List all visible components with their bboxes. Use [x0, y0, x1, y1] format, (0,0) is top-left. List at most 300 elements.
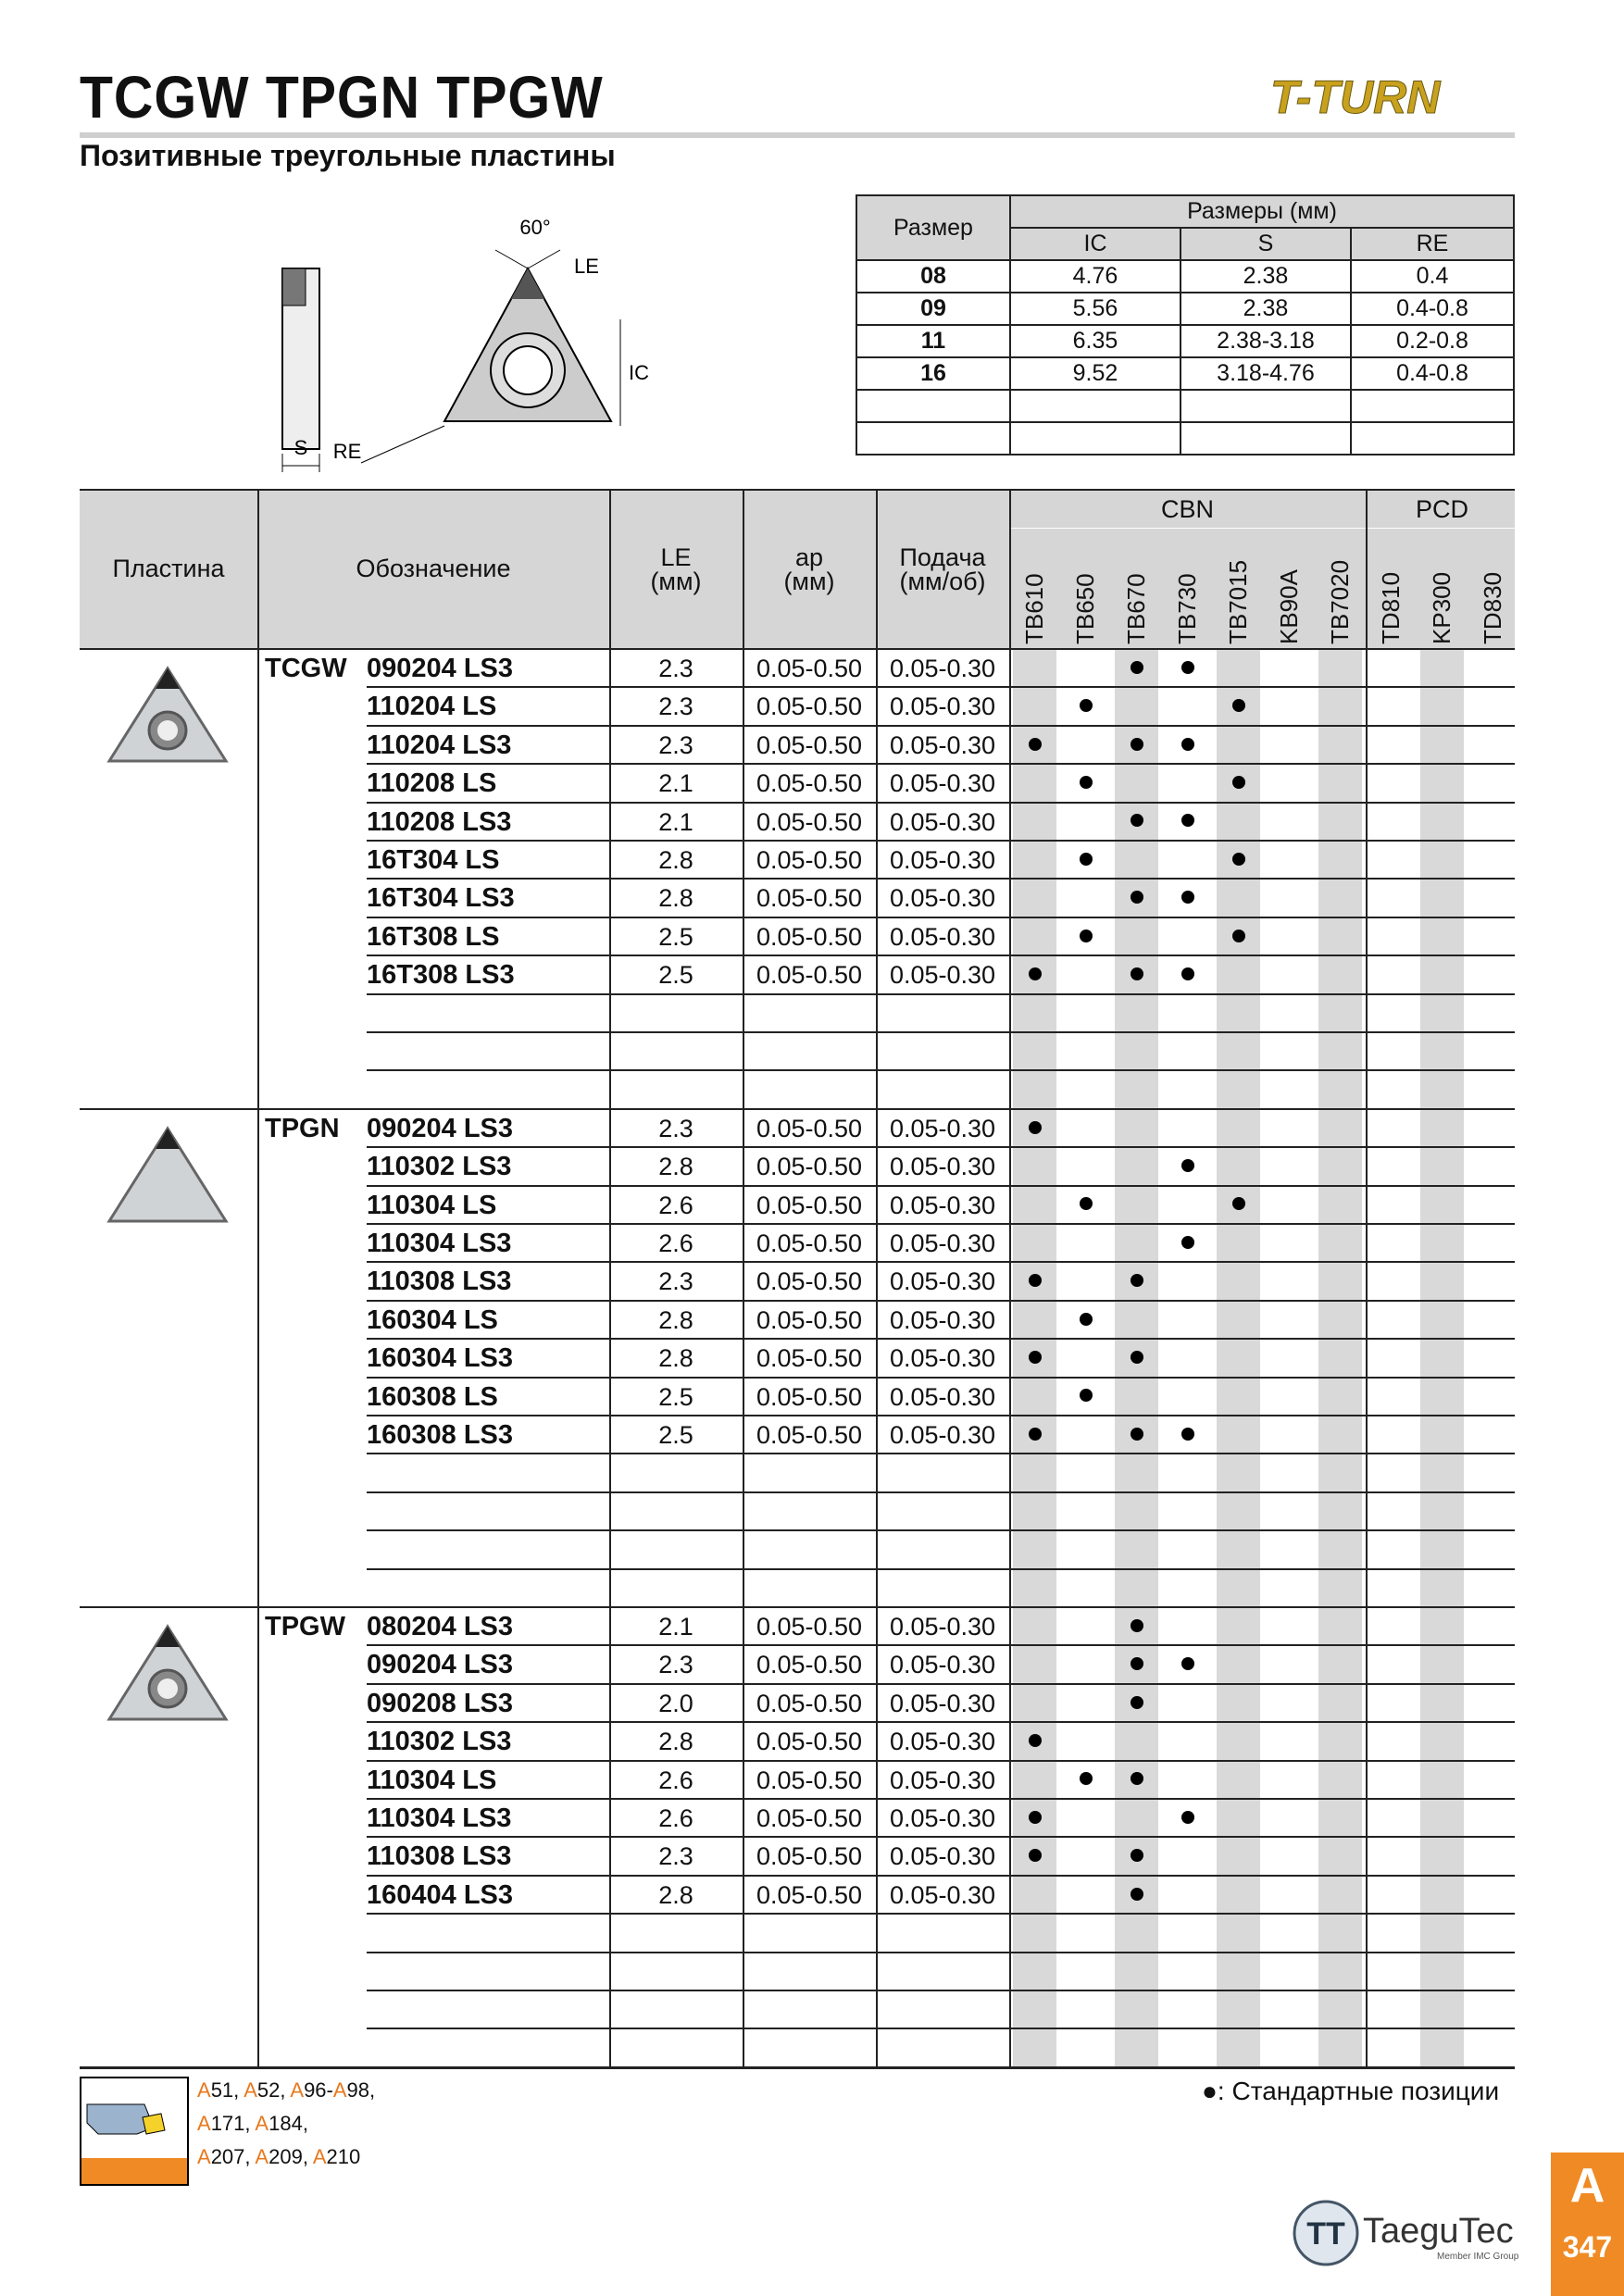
insert-code: 090204 LS3: [367, 654, 514, 683]
title-rule: [80, 132, 1515, 138]
grade-header-kp300: KP300: [1428, 571, 1455, 644]
standard-dot: [1181, 661, 1194, 674]
ap-value: 0.05-0.50: [756, 1267, 863, 1296]
feed-value: 0.05-0.30: [889, 1267, 996, 1296]
insert-code: 080204 LS3: [367, 1612, 514, 1641]
standard-dot: [1131, 814, 1143, 827]
ref-number[interactable]: 210: [326, 2145, 361, 2168]
column-line: [876, 489, 878, 2066]
ref-prefix: A: [197, 2112, 211, 2135]
ap-value: 0.05-0.50: [756, 1153, 863, 1181]
ap-value: 0.05-0.50: [756, 730, 863, 759]
standard-dot: [1080, 853, 1093, 866]
feed-value: 0.05-0.30: [889, 1613, 996, 1641]
le-value: 2.6: [658, 1804, 693, 1832]
group-divider-line: [1366, 489, 1368, 2066]
section-line: [80, 1108, 1515, 1110]
row-line: [367, 1798, 1515, 1800]
standard-dot: [1131, 1696, 1143, 1709]
standard-dot: [1029, 1849, 1042, 1862]
insert-image-tpgn: [98, 1121, 237, 1232]
ap-value: 0.05-0.50: [756, 884, 863, 913]
page-title: TCGW TPGN TPGW: [80, 64, 604, 131]
ap-value: 0.05-0.50: [756, 922, 863, 951]
header-le-unit: (мм): [650, 568, 702, 595]
standard-dot: [1029, 967, 1042, 980]
le-value: 2.5: [658, 1421, 693, 1449]
section-line: [80, 1606, 1515, 1608]
insert-image-tpgw: [98, 1619, 237, 1730]
ap-value: 0.05-0.50: [756, 1382, 863, 1411]
feed-value: 0.05-0.30: [889, 961, 996, 990]
insert-code: 090208 LS3: [367, 1688, 514, 1718]
standard-dot: [1131, 738, 1143, 751]
group-name-tcgw: TCGW: [265, 654, 347, 683]
size-cell-s: 3.18-4.76: [1181, 357, 1351, 390]
size-col-header: Размер: [856, 195, 1010, 260]
row-line: [367, 1338, 1515, 1340]
row-line: [367, 763, 1515, 765]
insert-code: 160304 LS3: [367, 1343, 514, 1374]
insert-code: 110304 LS3: [367, 1229, 512, 1258]
standard-dot: [1181, 1159, 1194, 1172]
size-row: [856, 260, 1514, 293]
standard-dot: [1181, 967, 1194, 980]
size-cell-re: [1351, 390, 1514, 422]
row-line: [367, 955, 1515, 956]
ap-value: 0.05-0.50: [756, 1191, 863, 1219]
brand-text: T-TURN: [1270, 71, 1441, 123]
feed-value: 0.05-0.30: [889, 693, 996, 721]
ref-number[interactable]: 209: [269, 2145, 303, 2168]
header-le: LE: [660, 543, 692, 571]
standard-dot: [1029, 1428, 1042, 1441]
feed-value: 0.05-0.30: [889, 1804, 996, 1832]
le-value: 2.8: [658, 1305, 693, 1334]
standard-dot: [1131, 1888, 1143, 1901]
size-cell-re: 0.4-0.8: [1351, 293, 1514, 325]
s-label: S: [294, 436, 308, 459]
standard-dot: [1080, 699, 1093, 712]
header-feed: Подача: [899, 543, 986, 571]
ref-prefix: A: [312, 2145, 327, 2168]
standard-dot: [1080, 776, 1093, 789]
size-cell-size: 09: [856, 293, 1010, 325]
ref-number[interactable]: 96-: [304, 2078, 333, 2102]
ref-prefix: A: [244, 2078, 257, 2102]
size-cell-ic: 6.35: [1010, 325, 1181, 357]
feed-value: 0.05-0.30: [889, 1382, 996, 1411]
t-turn-logo: [1268, 67, 1518, 131]
column-line: [257, 489, 259, 2066]
le-value: 2.5: [658, 922, 693, 951]
standard-dot: [1131, 1428, 1143, 1441]
standard-dot: [1080, 930, 1093, 942]
insert-code: 160308 LS3: [367, 1420, 514, 1450]
row-line: [367, 1913, 1515, 1915]
row-line: [367, 1069, 1515, 1071]
le-value: 2.3: [658, 1114, 693, 1142]
insert-code: 16T308 LS: [367, 921, 500, 952]
le-value: 2.3: [658, 693, 693, 721]
header-feed-unit: (мм/об): [899, 568, 986, 595]
header-cbn: CBN: [1160, 495, 1214, 523]
feed-value: 0.05-0.30: [889, 769, 996, 798]
feed-value: 0.05-0.30: [889, 1651, 996, 1679]
ap-value: 0.05-0.50: [756, 769, 863, 798]
ap-value: 0.05-0.50: [756, 1689, 863, 1717]
row-line: [367, 1185, 1515, 1187]
ap-value: 0.05-0.50: [756, 693, 863, 721]
ap-value: 0.05-0.50: [756, 961, 863, 990]
le-value: 2.3: [658, 730, 693, 759]
standard-dot: [1080, 1772, 1093, 1785]
standard-dot: [1181, 1236, 1194, 1249]
ap-value: 0.05-0.50: [756, 1804, 863, 1832]
ref-number[interactable]: 207: [210, 2145, 245, 2168]
row-line: [367, 1683, 1515, 1685]
grade-column-shade: [1420, 648, 1464, 2066]
column-line: [609, 489, 611, 2066]
feed-value: 0.05-0.30: [889, 1842, 996, 1871]
grade-header-tb610: TB610: [1020, 573, 1048, 644]
ref-number[interactable]: 52: [256, 2078, 281, 2102]
ic-col-header: IC: [1010, 228, 1181, 260]
le-label: LE: [574, 255, 599, 278]
row-line: [367, 1568, 1515, 1570]
row-line: [367, 1031, 1515, 1033]
row-line: [367, 1721, 1515, 1723]
le-value: 2.3: [658, 655, 693, 682]
standard-dot: [1181, 1811, 1194, 1824]
le-value: 2.8: [658, 846, 693, 874]
ap-value: 0.05-0.50: [756, 1114, 863, 1142]
size-cell-size: 11: [856, 325, 1010, 357]
header-top-line: [80, 489, 1515, 491]
feed-value: 0.05-0.30: [889, 884, 996, 913]
ap-value: 0.05-0.50: [756, 1766, 863, 1794]
ap-value: 0.05-0.50: [756, 1613, 863, 1641]
reference-line: A171, A184,: [197, 2112, 308, 2135]
standard-dot: [1232, 853, 1245, 866]
ref-prefix: A: [290, 2078, 305, 2102]
feed-value: 0.05-0.30: [889, 730, 996, 759]
row-line: [367, 1990, 1515, 1991]
le-value: 2.6: [658, 1229, 693, 1257]
size-cell-s: 2.38: [1181, 260, 1351, 293]
row-line: [367, 1529, 1515, 1531]
ap-value: 0.05-0.50: [756, 1229, 863, 1257]
page-subtitle: Позитивные треугольные пластины: [80, 139, 616, 172]
ap-value: 0.05-0.50: [756, 1651, 863, 1679]
dims-group-header: Размеры (мм): [1010, 195, 1514, 228]
standard-dot: [1029, 1274, 1042, 1287]
section-letter: A: [1569, 2159, 1605, 2213]
row-line: [367, 1836, 1515, 1838]
row-line: [367, 802, 1515, 804]
size-cell-ic: [1010, 422, 1181, 455]
insert-code: 16T308 LS3: [367, 960, 515, 991]
standard-dot: [1029, 738, 1042, 751]
insert-code: 160304 LS: [367, 1304, 498, 1335]
standard-dot: [1181, 891, 1194, 904]
ref-number[interactable]: 184: [269, 2112, 303, 2135]
ref-prefix: A: [197, 2078, 211, 2102]
group-name-tpgw: TPGW: [265, 1612, 345, 1641]
feed-value: 0.05-0.30: [889, 1766, 996, 1794]
ap-value: 0.05-0.50: [756, 846, 863, 874]
standard-dot: [1181, 738, 1194, 751]
le-value: 2.8: [658, 1153, 693, 1181]
grade-header-td810: TD810: [1377, 571, 1405, 644]
insert-code: 110302 LS3: [367, 1727, 512, 1757]
size-cell-re: 0.2-0.8: [1351, 325, 1514, 357]
standard-dot: [1131, 1619, 1143, 1632]
insert-code: 16T304 LS3: [367, 883, 515, 914]
row-line: [367, 2028, 1515, 2029]
taegutec-logo: [1289, 2196, 1530, 2270]
feed-value: 0.05-0.30: [889, 1421, 996, 1449]
insert-code: 110208 LS: [367, 768, 497, 799]
row-line: [367, 1644, 1515, 1646]
ap-value: 0.05-0.50: [756, 1842, 863, 1871]
le-value: 2.6: [658, 1766, 693, 1794]
feed-value: 0.05-0.30: [889, 1880, 996, 1909]
grade-header-tb7020: TB7020: [1326, 559, 1354, 644]
insert-code: 110204 LS: [367, 692, 497, 722]
standard-dot: [1131, 1351, 1143, 1364]
le-value: 2.3: [658, 1651, 693, 1679]
grade-column-shade: [1318, 648, 1362, 2066]
ap-value: 0.05-0.50: [756, 1421, 863, 1449]
column-line: [743, 489, 744, 2066]
re-col-header: RE: [1351, 228, 1514, 260]
row-line: [367, 1300, 1515, 1302]
feed-value: 0.05-0.30: [889, 1689, 996, 1717]
le-value: 2.1: [658, 807, 693, 836]
standard-dot: [1080, 1197, 1093, 1210]
size-row: [856, 293, 1514, 325]
standard-dot: [1131, 1772, 1143, 1785]
row-line: [367, 840, 1515, 842]
le-value: 2.5: [658, 1382, 693, 1411]
size-cell-ic: 4.76: [1010, 260, 1181, 293]
insert-code: 110308 LS3: [367, 1267, 512, 1297]
ref-number[interactable]: 98: [346, 2078, 370, 2102]
size-cell-re: 0.4: [1351, 260, 1514, 293]
row-line: [367, 1952, 1515, 1953]
insert-code: 090204 LS3: [367, 1650, 514, 1680]
standard-dot: [1080, 1389, 1093, 1402]
header-pcd: PCD: [1415, 495, 1468, 523]
feed-value: 0.05-0.30: [889, 655, 996, 682]
size-row: [856, 422, 1514, 455]
ap-value: 0.05-0.50: [756, 807, 863, 836]
insert-code: 110304 LS: [367, 1190, 497, 1220]
column-line: [1009, 489, 1011, 2066]
row-line: [367, 1377, 1515, 1379]
standard-dot: [1232, 776, 1245, 789]
standard-dot: [1232, 1197, 1245, 1210]
re-label: RE: [332, 440, 362, 463]
row-line: [367, 686, 1515, 688]
le-value: 2.8: [658, 1880, 693, 1909]
header-insert: Пластина: [112, 555, 225, 582]
ic-label: IC: [629, 361, 649, 384]
size-cell-ic: 9.52: [1010, 357, 1181, 390]
size-cell-s: 2.38-3.18: [1181, 325, 1351, 357]
reference-line: A51, A52, A96-A98,: [197, 2078, 376, 2102]
angle-label: 60°: [519, 216, 551, 239]
grade-header-tb7015: TB7015: [1224, 559, 1252, 644]
legend: ●: Стандартные позиции: [1202, 2077, 1500, 2105]
size-cell-size: 16: [856, 357, 1010, 390]
feed-value: 0.05-0.30: [889, 846, 996, 874]
size-row: [856, 357, 1514, 390]
size-cell-s: [1181, 390, 1351, 422]
standard-dot: [1232, 699, 1245, 712]
row-line: [367, 917, 1515, 918]
header-group-line: [1009, 528, 1515, 529]
standard-dot: [1080, 1313, 1093, 1326]
ref-number[interactable]: 171: [210, 2112, 245, 2135]
svg-text:TT: TT: [1306, 2216, 1345, 2252]
insert-code: 110304 LS3: [367, 1803, 512, 1833]
size-cell-re: 0.4-0.8: [1351, 357, 1514, 390]
table-bottom-line: [80, 2066, 1515, 2069]
standard-dot: [1232, 930, 1245, 942]
standard-dot: [1131, 967, 1143, 980]
standard-dot: [1029, 1734, 1042, 1747]
insert-code: 110204 LS3: [367, 730, 512, 760]
grade-header-td830: TD830: [1479, 571, 1506, 644]
feed-value: 0.05-0.30: [889, 922, 996, 951]
insert-code: 110302 LS3: [367, 1152, 512, 1182]
feed-value: 0.05-0.30: [889, 1728, 996, 1756]
standard-dot: [1131, 661, 1143, 674]
grade-header-tb670: TB670: [1122, 573, 1150, 644]
le-value: 2.3: [658, 1842, 693, 1871]
feed-value: 0.05-0.30: [889, 807, 996, 836]
s-col-header: S: [1181, 228, 1351, 260]
grade-header-kb90a: KB90A: [1275, 569, 1303, 644]
standard-dot: [1029, 1121, 1042, 1134]
le-value: 2.8: [658, 1344, 693, 1373]
size-cell-size: [856, 390, 1010, 422]
standard-dot: [1131, 1274, 1143, 1287]
ref-prefix: A: [332, 2078, 347, 2102]
page-number: 347: [1562, 2230, 1613, 2264]
le-value: 2.0: [658, 1689, 693, 1717]
size-cell-s: [1181, 422, 1351, 455]
standard-dot: [1029, 1811, 1042, 1824]
size-row: [856, 325, 1514, 357]
ap-value: 0.05-0.50: [756, 1305, 863, 1334]
size-table: [856, 194, 1515, 455]
le-value: 2.5: [658, 961, 693, 990]
ap-value: 0.05-0.50: [756, 1728, 863, 1756]
insert-code: 160404 LS3: [367, 1879, 514, 1910]
insert-code: 110304 LS: [367, 1765, 497, 1795]
insert-code: 090204 LS3: [367, 1113, 514, 1143]
standard-dot: [1181, 814, 1194, 827]
ref-prefix: A: [197, 2145, 211, 2168]
insert-code: 110208 LS3: [367, 806, 512, 837]
insert-image-tcgw: [98, 661, 237, 772]
company-sub: Member IMC Group: [1437, 2252, 1519, 2262]
row-line: [367, 725, 1515, 727]
grade-header-tb730: TB730: [1173, 573, 1201, 644]
section-line: [80, 648, 1515, 650]
standard-dot: [1181, 1428, 1194, 1441]
insert-code: 110308 LS3: [367, 1841, 512, 1872]
row-line: [367, 1146, 1515, 1148]
company-name: TaeguTec: [1363, 2212, 1514, 2251]
grade-header-tb650: TB650: [1071, 573, 1099, 644]
standard-dot: [1029, 1351, 1042, 1364]
turning-tool-icon: [80, 2077, 191, 2188]
ap-value: 0.05-0.50: [756, 1344, 863, 1373]
group-name-tpgn: TPGN: [265, 1113, 340, 1143]
standard-dot: [1131, 1849, 1143, 1862]
page-references: [197, 2074, 375, 2174]
row-line: [367, 993, 1515, 995]
le-value: 2.1: [658, 769, 693, 798]
size-cell-ic: [1010, 390, 1181, 422]
ref-prefix: A: [255, 2145, 269, 2168]
le-value: 2.6: [658, 1191, 693, 1219]
insert-code: 16T304 LS: [367, 845, 500, 875]
size-cell-s: 2.38: [1181, 293, 1351, 325]
feed-value: 0.05-0.30: [889, 1305, 996, 1334]
le-value: 2.8: [658, 1728, 693, 1756]
header-designation: Обозначение: [356, 555, 511, 582]
feed-value: 0.05-0.30: [889, 1153, 996, 1181]
section-tab: [1551, 2152, 1624, 2296]
feed-value: 0.05-0.30: [889, 1114, 996, 1142]
ap-value: 0.05-0.50: [756, 1880, 863, 1909]
feed-value: 0.05-0.30: [889, 1191, 996, 1219]
row-line: [367, 1491, 1515, 1493]
size-cell-ic: 5.56: [1010, 293, 1181, 325]
row-line: [367, 1415, 1515, 1416]
ref-number[interactable]: 51: [210, 2078, 234, 2102]
standard-dot: [1131, 891, 1143, 904]
le-value: 2.1: [658, 1613, 693, 1641]
size-cell-size: 08: [856, 260, 1010, 293]
header-ap: ap: [794, 543, 824, 571]
row-line: [367, 1223, 1515, 1225]
header-ap-unit: (мм): [783, 568, 835, 595]
row-line: [367, 878, 1515, 880]
standard-dot: [1131, 1657, 1143, 1670]
reference-line: A207, A209, A210: [197, 2145, 361, 2168]
insert-diagram: [259, 208, 667, 477]
row-line: [367, 1261, 1515, 1263]
row-line: [367, 1760, 1515, 1762]
row-line: [367, 1875, 1515, 1877]
size-cell-size: [856, 422, 1010, 455]
ap-value: 0.05-0.50: [756, 655, 863, 682]
row-line: [367, 1453, 1515, 1454]
le-value: 2.8: [658, 884, 693, 913]
ref-prefix: A: [255, 2112, 269, 2135]
feed-value: 0.05-0.30: [889, 1229, 996, 1257]
size-row: [856, 390, 1514, 422]
insert-code: 160308 LS: [367, 1381, 498, 1412]
le-value: 2.3: [658, 1267, 693, 1296]
feed-value: 0.05-0.30: [889, 1344, 996, 1373]
